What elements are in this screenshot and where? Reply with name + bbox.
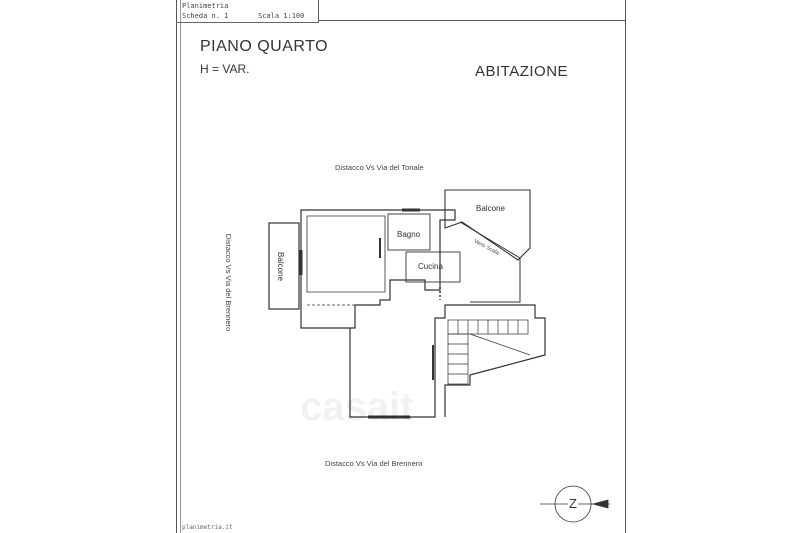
watermark: casait bbox=[300, 385, 414, 429]
distance-bottom-label: Distacco Vs Via del Brennero bbox=[325, 459, 423, 468]
header-scale: Scala 1:100 bbox=[258, 12, 305, 20]
diagonal-wall bbox=[460, 222, 520, 302]
stairs bbox=[448, 320, 530, 384]
cucina-label: Cucina bbox=[418, 262, 443, 271]
floor-title: PIANO QUARTO bbox=[200, 38, 329, 55]
compass-letter: Z bbox=[569, 496, 577, 511]
distance-top-label: Distacco Vs Via del Tonale bbox=[335, 163, 424, 172]
balcone-left-label: Balcone bbox=[275, 252, 285, 281]
balcone-right-label: Balcone bbox=[476, 204, 505, 213]
use-label: ABITAZIONE bbox=[475, 63, 569, 80]
balcony-right-outline bbox=[445, 190, 530, 260]
stair-diagonal-label: Vano Scala bbox=[472, 238, 500, 257]
distance-left-label: Distacco Vs Via del Brennero bbox=[224, 233, 234, 332]
header-scheda: Scheda n. 1 bbox=[182, 12, 229, 20]
main-room-inner bbox=[307, 216, 385, 292]
footer-text: planimetria.it bbox=[182, 524, 233, 531]
height-label: H = VAR. bbox=[200, 62, 250, 76]
bagno-label: Bagno bbox=[397, 230, 421, 239]
header-title: Planimetria bbox=[182, 2, 229, 10]
